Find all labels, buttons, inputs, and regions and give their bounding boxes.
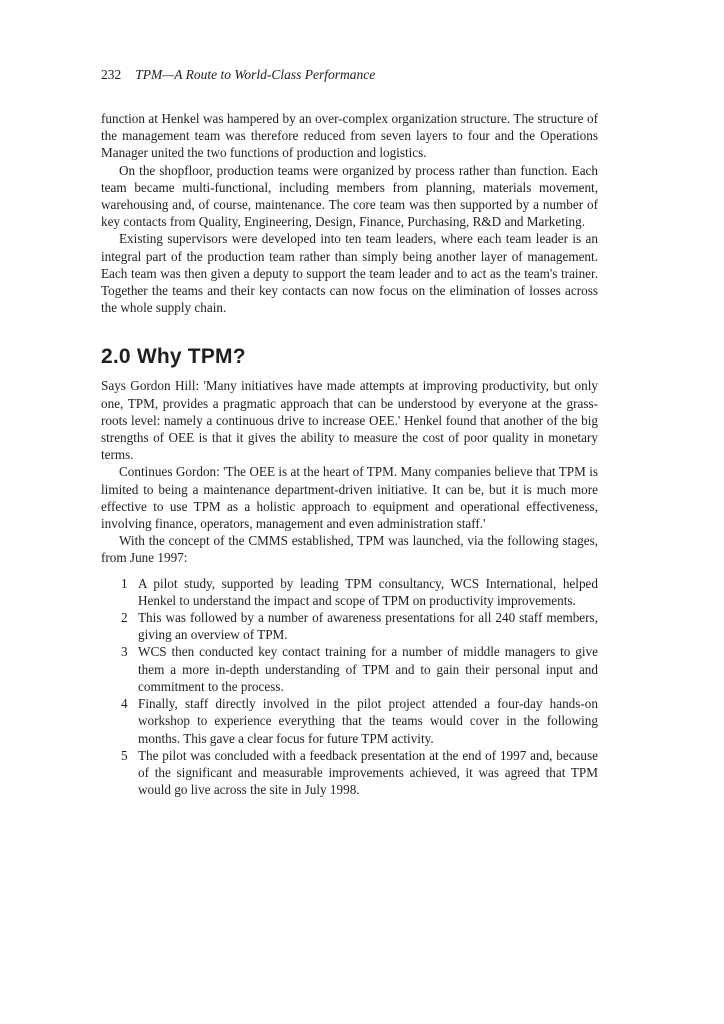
- paragraph-gordon-hill: Says Gordon Hill: 'Many initiatives have made attempts at improving productivity, but only one, TPM, provides a pragmatic approach that can be understood by everyone at the grass-roots level: namely a continuous drive to increase OEE.' Henkel found that another of the big strengths of OEE is that it gives the ability to measure the cost of poor quality in monetary terms.: [101, 378, 598, 463]
- list-item: [101, 747, 598, 799]
- stages-list: [101, 575, 598, 799]
- paragraph-shopfloor: On the shopfloor, production teams were organized by process rather than function. Each team became multi-functional, including members from planning, materials movement, warehousing and, of course, maintenance. The core team was then supported by a number of key contacts from Quality, Engineering, Design, Finance, Purchasing, R&D and Marketing.: [101, 162, 598, 230]
- list-item-text: Finally, staff directly involved in the pilot project attended a four-day hands-on workshop to experience everything that the teams would cover in the following months. This gave a clear focus for future TPM activity.: [138, 696, 598, 746]
- list-item-number: 3: [121, 644, 128, 660]
- body-text: [101, 110, 598, 798]
- paragraph-continuation: function at Henkel was hampered by an over-complex organization structure. The structure of the management team was therefore reduced from seven layers to four and the Operations Manager united the two functions of production and logistics.: [101, 111, 598, 161]
- section-heading: 2.0 Why TPM?: [101, 345, 246, 369]
- list-item-number: 1: [121, 575, 128, 591]
- list-item: [101, 575, 598, 609]
- running-head-title: TPM—A Route to World-Class Performance: [135, 67, 376, 82]
- paragraph-supervisors: Existing supervisors were developed into ten team leaders, where each team leader is an integral part of the production team rather than simply being another layer of management. Each team was then given a deputy to support the team leader and to act as the team's trainer. Together the teams and their key contacts can now focus on the elimination of losses across the whole supply chain.: [101, 231, 598, 316]
- list-item-number: 5: [121, 747, 128, 763]
- paragraph-continues-gordon: Continues Gordon: 'The OEE is at the heart of TPM. Many companies believe that TPM is limited to being a maintenance department-driven initiative. It can be, but it is much more effective to use TPM as a holistic approach to equipment and operational effectiveness, involving finance, operators, management and even administration staff.': [101, 464, 598, 532]
- list-item: [101, 695, 598, 747]
- page-number: 232: [101, 67, 122, 82]
- paragraph-cmms-launch: With the concept of the CMMS established, TPM was launched, via the following stages, from June 1997:: [101, 533, 598, 566]
- book-page: [101, 66, 598, 798]
- list-item-number: 2: [121, 610, 128, 626]
- list-item-number: 4: [121, 696, 128, 712]
- list-item: [101, 609, 598, 643]
- list-item-text: A pilot study, supported by leading TPM consultancy, WCS International, helped Henkel to understand the impact and scope of TPM on productivity improvements.: [138, 575, 598, 608]
- list-item-text: The pilot was concluded with a feedback presentation at the end of 1997 and, because of the significant and measurable improvements achieved, it was agreed that TPM would go live across the site in July 1998.: [138, 747, 598, 798]
- list-item-text: This was followed by a number of awareness presentations for all 240 staff members, giving an overview of TPM.: [138, 610, 598, 643]
- list-item-text: WCS then conducted key contact training for a number of middle managers to give them a more in-depth understanding of TPM and to gain their personal input and commitment to the process.: [138, 644, 598, 694]
- running-head: [101, 66, 598, 84]
- list-item: [101, 643, 598, 695]
